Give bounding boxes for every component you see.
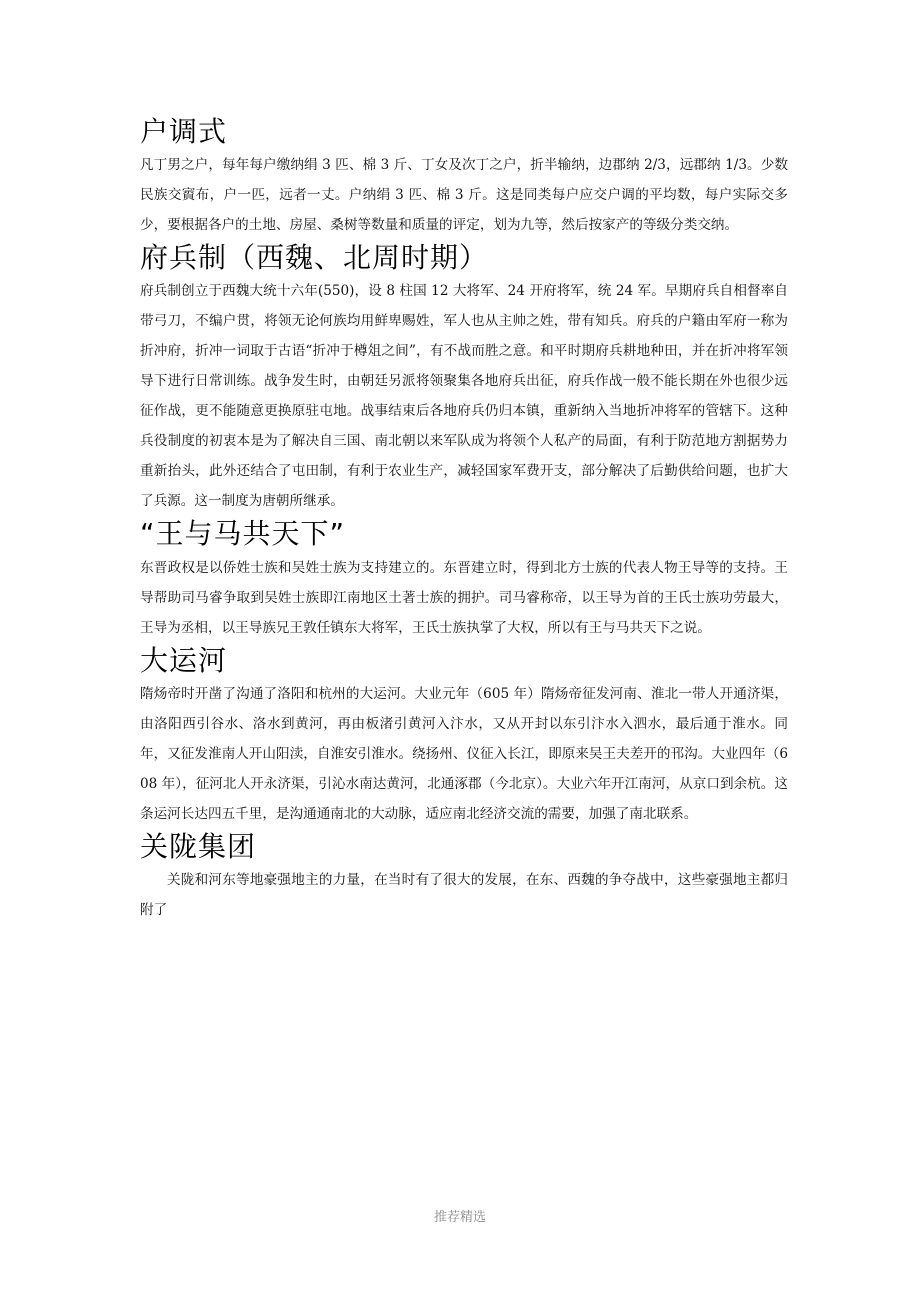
section-body-hudiao: 凡丁男之户，每年每户缴纳绢 3 匹、棉 3 斤、丁女及次丁之户，折半输纳，边郡纳 2/3，远郡纳 1/3。少数民族交賨布，户一匹，远者一丈。户纳绢 3 匹、棉 3 斤。这是同类每户应交户调的平均数，每户实际交多少，要根据各户的土地、房屋、桑树等数量和质量的评定，划为九等，然后按家产的等级分类交纳。 <box>140 157 788 234</box>
section-body-dayunhe: 隋炀帝时开凿了沟通了洛阳和杭州的大运河。大业元年（605 年）隋炀帝征发河南、淮北一带人开通济渠，由洛阳西引谷水、洛水到黄河，再由板渚引黄河入汴水，又从开封以东引汴水入泗水，最后通于淮水。同年，又征发淮南人开山阳渎，自淮安引淮水。绕扬州、仪征入长江，即原来吴王夫差开的邗沟。大业四年（608 年），征河北人开永济渠，引沁水南达黄河，北通涿郡（今北京）。大业六年开江南河，从京口到余杭。这条运河长达四五千里，是沟通通南北的大动脉，适应南北经济交流的需要，加强了南北联系。 <box>140 685 788 822</box>
section-title-wangyuma: “王与马共天下” <box>140 517 346 551</box>
section-title-fubing: 府兵制（西魏、北周时期） <box>140 241 489 275</box>
section-body-fubing: 府兵制创立于西魏大统十六年(550)，设 8 柱国 12 大将军、24 开府将军，统 24 军。早期府兵自相督率自带弓刀，不编户贯，将领无论何族均用鲜卑赐姓，军人也从主帅之姓，带有知兵。府兵的户籍由军府一称为折冲府，折冲一词取于古语“折冲于樽俎之间”，有不战而胜之意。和平时期府兵耕地种田，并在折冲将军领导下进行日常训练。战争发生时，由朝廷另派将领聚集各地府兵出征，府兵作战一般不能长期在外也很少远征作战，更不能随意更换原驻屯地。战事结束后各地府兵仍归本镇，重新纳入当地折冲将军的管辖下。这种兵役制度的初衷本是为了解决自三国、南北朝以来军队成为将领个人私产的局面，有利于防范地方割据势力重新抬头，此外还结合了屯田制，有利于农业生产，减轻国家军费开支，部分解决了后勤供给问题，也扩大了兵源。这一制度为唐朝所继承。 <box>140 283 788 510</box>
document-page <box>140 108 788 927</box>
section-body-wangyuma: 东晋政权是以侨姓士族和吴姓士族为支持建立的。东晋建立时，得到北方士族的代表人物王导等的支持。王导帮助司马睿争取到吴姓士族即江南地区土著士族的拥护。司马睿称帝，以王导为首的王氏士族功劳最大，王导为丞相，以王导族兄王敦任镇东大将军，王氏士族执掌了大权，所以有王与马共天下之说。 <box>140 559 788 636</box>
section-title-dayunhe: 大运河 <box>140 643 228 677</box>
section-title-hudiao: 户调式 <box>140 115 228 148</box>
section-body-guanlong: 关陇和河东等地豪强地主的力量，在当时有了很大的发展，在东、西魏的争夺战中，这些豪强地主都归附了 <box>140 871 788 918</box>
section-title-guanlong: 关陇集团 <box>140 829 257 863</box>
page-footer: 推荐精选 <box>433 1210 486 1225</box>
